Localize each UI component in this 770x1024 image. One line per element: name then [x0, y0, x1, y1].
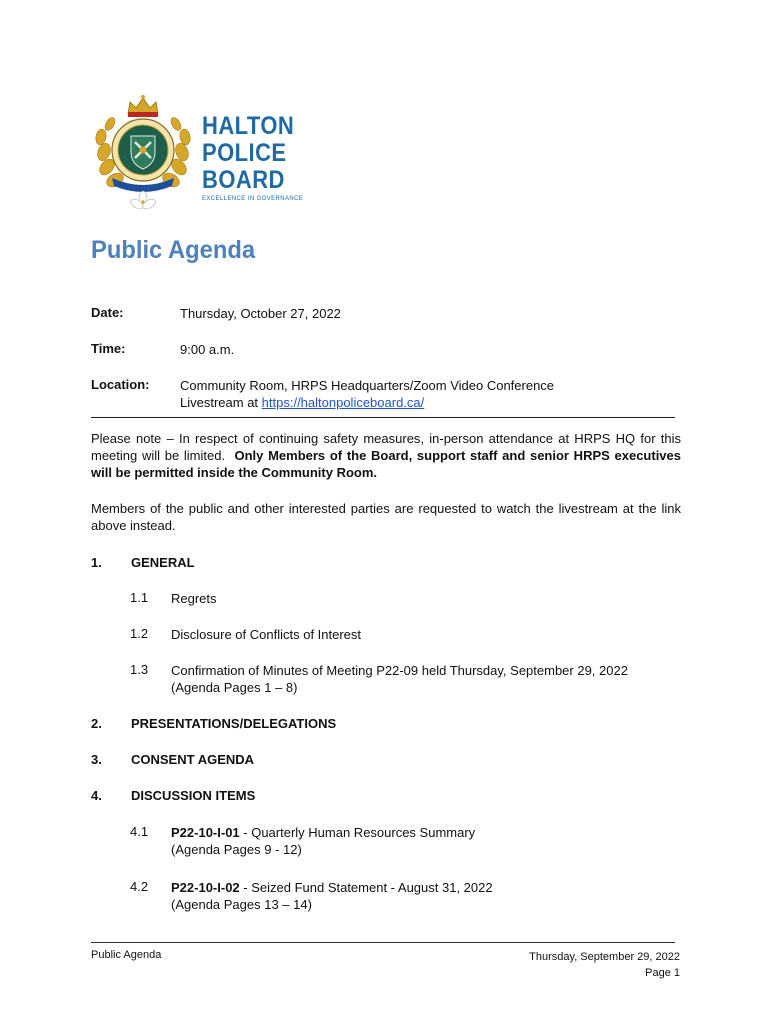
halton-police-crest-logo	[90, 92, 196, 212]
footer-date: Thursday, September 29, 2022	[529, 951, 680, 963]
footer-doc-name: Public Agenda	[91, 949, 162, 961]
section-4-title: DISCUSSION ITEMS	[131, 788, 256, 803]
wordmark-line-3: BOARD	[202, 166, 285, 194]
date-label: Date:	[91, 305, 124, 320]
section-1-title: GENERAL	[131, 555, 195, 570]
header-divider	[91, 417, 675, 418]
item-1-3-number: 1.3	[130, 662, 149, 677]
location-label: Location:	[91, 377, 150, 392]
item-1-2-text: Disclosure of Conflicts of Interest	[171, 627, 362, 642]
item-4-2-code: P22-10-I-02	[171, 880, 240, 895]
time-value: 9:00 a.m.	[180, 342, 235, 357]
item-4-1-line-1	[171, 824, 475, 841]
section-4-number: 4.	[91, 788, 102, 803]
item-1-1-number: 1.1	[130, 590, 149, 605]
item-1-3-line-2: (Agenda Pages 1 – 8)	[171, 680, 298, 695]
section-2-number: 2.	[91, 716, 102, 731]
attendance-notice	[91, 430, 681, 481]
wordmark-line-2: POLICE	[202, 139, 287, 167]
item-4-1-title: - Quarterly Human Resources Summary	[239, 825, 476, 840]
board-wordmark	[202, 113, 307, 202]
members-note: Members of the public and other interested parties are requested to watch the livestream at the link above instead.	[91, 501, 681, 533]
livestream-prefix: Livestream at	[180, 395, 262, 410]
date-value: Thursday, October 27, 2022	[180, 306, 341, 321]
item-4-2-title: - Seized Fund Statement - August 31, 2022	[239, 880, 493, 895]
time-label: Time:	[91, 341, 126, 356]
item-4-2-line-1	[171, 879, 493, 896]
item-1-2-number: 1.2	[130, 626, 149, 641]
item-4-1-number: 4.1	[130, 824, 149, 839]
item-4-1-text	[171, 824, 475, 858]
footer-page-number: Page 1	[645, 967, 680, 979]
section-3-number: 3.	[91, 752, 102, 767]
item-1-3-line-1: Confirmation of Minutes of Meeting P22-09 held Thursday, September 29, 2022	[171, 663, 628, 678]
location-value	[180, 377, 554, 411]
item-4-1-line-2: (Agenda Pages 9 - 12)	[171, 842, 302, 857]
livestream-link[interactable]: https://haltonpoliceboard.ca/	[261, 395, 425, 410]
page-title: Public Agenda	[91, 236, 256, 264]
wordmark-line-1: HALTON	[202, 112, 295, 140]
location-line-1: Community Room, HRPS Headquarters/Zoom Video Conference	[180, 378, 555, 393]
notice-text: Please note – In respect of continuing safety measures, in-person attendance at HRPS HQ for this meeting will be limited.	[91, 431, 681, 463]
footer-divider	[91, 942, 675, 943]
notice-bold-text: Only Members of the Board, support staff and senior HRPS executives will be permitted inside the Community Room.	[91, 448, 681, 480]
location-line-2	[180, 394, 554, 411]
item-4-2-number: 4.2	[130, 879, 149, 894]
item-1-1-text: Regrets	[171, 591, 217, 606]
section-2-title: PRESENTATIONS/DELEGATIONS	[131, 716, 337, 731]
item-4-2-line-2: (Agenda Pages 13 – 14)	[171, 897, 312, 912]
item-4-2-text	[171, 879, 493, 913]
item-1-3-text	[171, 662, 628, 696]
section-3-title: CONSENT AGENDA	[131, 752, 255, 767]
section-1-number: 1.	[91, 555, 102, 570]
footer-meta	[529, 949, 680, 981]
wordmark-tagline: EXCELLENCE IN GOVERNANCE	[202, 196, 304, 202]
item-4-1-code: P22-10-I-01	[171, 825, 240, 840]
